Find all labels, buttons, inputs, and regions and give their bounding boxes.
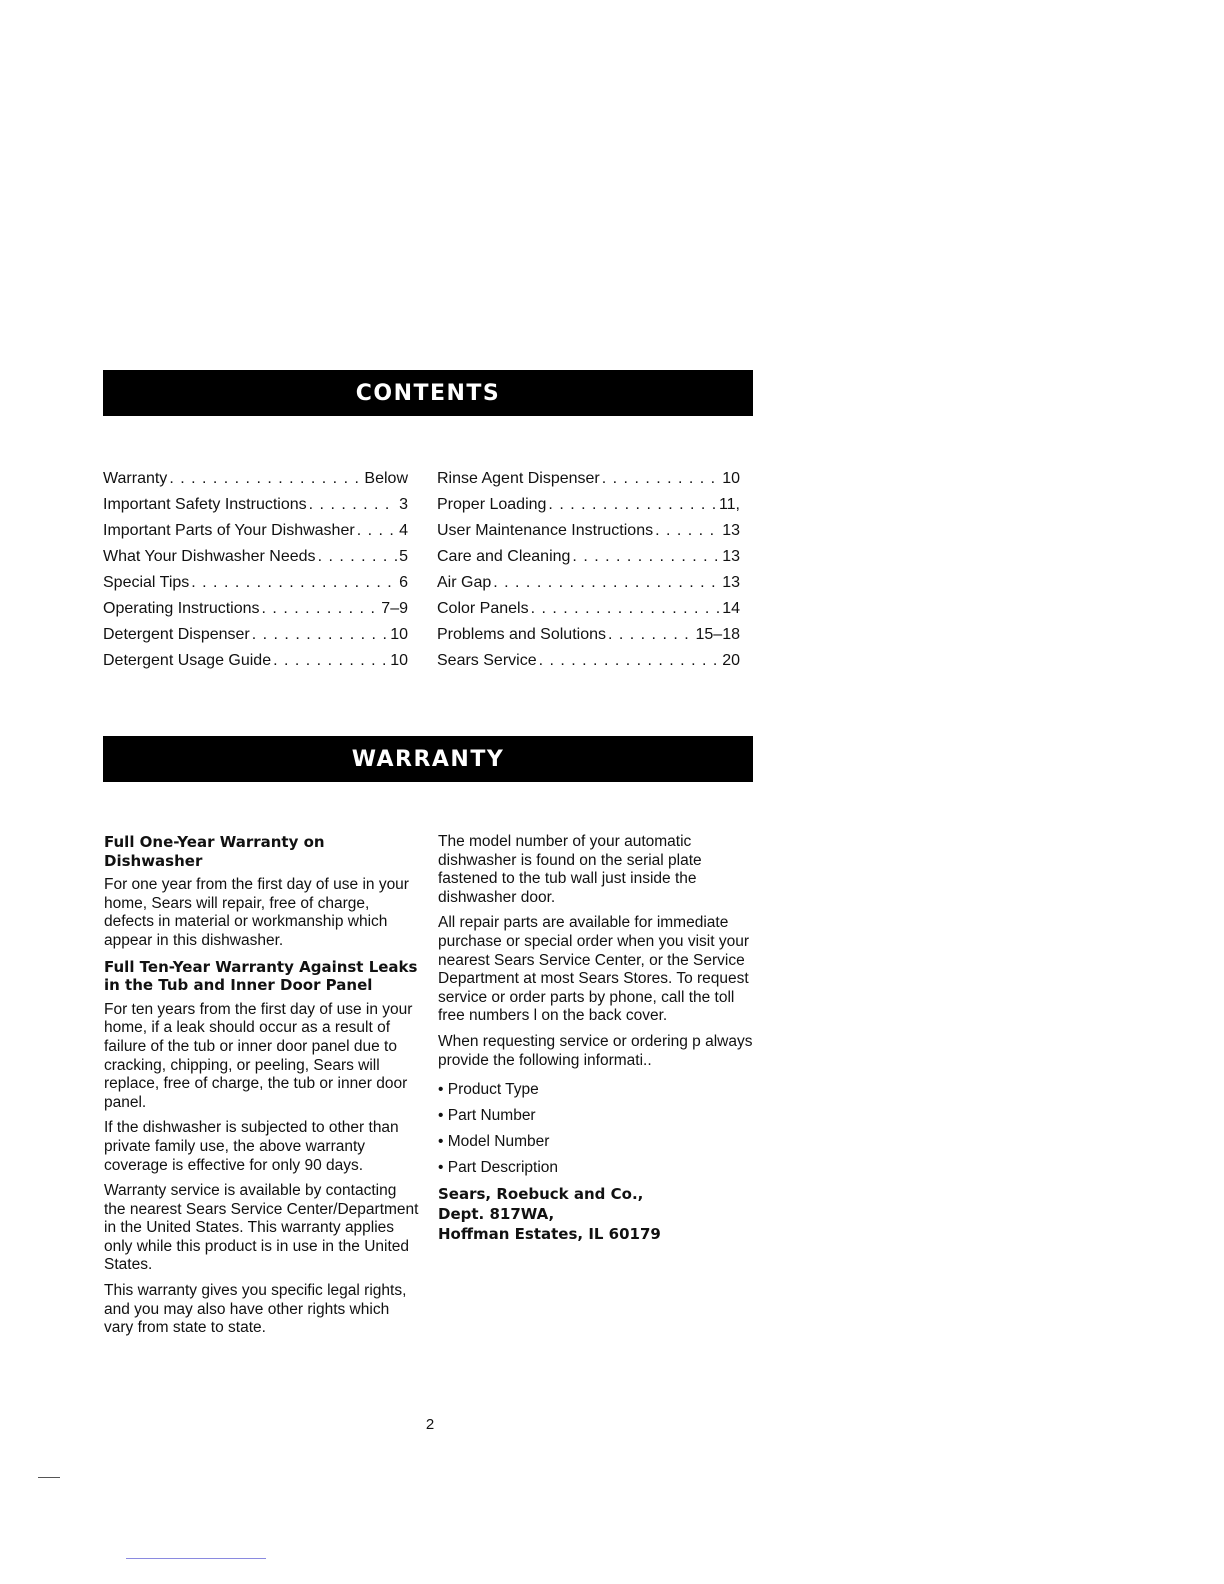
dot-leader	[539, 648, 721, 674]
toc-entry-care-and-cleaning[interactable]	[437, 544, 740, 570]
dot-leader	[608, 622, 694, 648]
toc-entry-page: 14	[722, 600, 740, 617]
dot-leader	[357, 518, 397, 544]
toc-entry-user-maintenance[interactable]	[437, 518, 740, 544]
toc-entry-detergent-usage-guide[interactable]	[103, 648, 408, 674]
toc-entry-dishwasher-needs[interactable]	[103, 544, 408, 570]
ordering-info-text: When requesting service or ordering p always provide the following informati..	[438, 1032, 753, 1069]
warranty-left-column	[104, 833, 422, 1345]
toc-entry-page: 10	[722, 470, 740, 487]
toc-entry-warranty[interactable]	[103, 466, 408, 492]
dot-leader	[572, 544, 720, 570]
toc-entry-detergent-dispenser[interactable]	[103, 622, 408, 648]
list-item: • Part Description	[438, 1155, 756, 1181]
toc-entry-page: 13	[722, 522, 740, 539]
toc-entry-label: What Your Dishwasher Needs	[103, 548, 316, 565]
warranty-header-bar	[103, 736, 753, 782]
toc-entry-label: User Maintenance Instructions	[437, 522, 654, 539]
dot-leader	[318, 544, 398, 570]
toc-entry-label: Sears Service	[437, 652, 537, 669]
address-line-company: Sears, Roebuck and Co.,	[438, 1185, 644, 1204]
contents-header-bar	[103, 370, 753, 416]
dot-leader	[493, 570, 720, 596]
required-info-list	[438, 1077, 756, 1181]
toc-entry-page: 11,	[718, 496, 740, 513]
address-line-city: Hoffman Estates, IL 60179	[438, 1225, 661, 1244]
dot-leader	[273, 648, 388, 674]
dot-leader	[191, 570, 397, 596]
toc-entry-label: Warranty	[103, 470, 168, 487]
warranty-right-column	[438, 833, 756, 1244]
toc-entry-problems-and-solutions[interactable]	[437, 622, 740, 648]
dot-leader	[262, 596, 380, 622]
one-year-warranty-text: For one year from the first day of use in your home, Sears will repair, free of charge, defects in material or workmanship which appear in this dishwasher.	[104, 876, 409, 949]
toc-right-column	[437, 466, 740, 674]
toc-entry-page: 4	[399, 522, 408, 539]
warranty-title: WARRANTY	[351, 746, 505, 772]
toc-entry-safety-instructions[interactable]	[103, 492, 408, 518]
toc-entry-important-parts[interactable]	[103, 518, 408, 544]
sears-address	[438, 1184, 756, 1244]
dot-leader	[602, 466, 720, 492]
toc-entry-page: 3	[399, 496, 408, 513]
address-line-dept: Dept. 817WA,	[438, 1205, 555, 1224]
list-item: • Part Number	[438, 1103, 756, 1129]
toc-entry-label: Operating Instructions	[103, 600, 260, 617]
toc-entry-label: Detergent Dispenser	[103, 626, 250, 643]
dot-leader	[309, 492, 397, 518]
dot-leader	[169, 466, 362, 492]
model-number-location-text: The model number of your automatic dishwasher is found on the serial plate fastened to the tub wall just inside the dishwasher door.	[438, 833, 702, 906]
toc-entry-page: 7–9	[381, 600, 408, 617]
private-use-notice: If the dishwasher is subjected to other than private family use, the above warranty coverage is effective for only 90 days.	[104, 1119, 399, 1174]
dot-leader	[252, 622, 388, 648]
toc-entry-sears-service[interactable]	[437, 648, 740, 674]
ten-year-warranty-heading: Full Ten-Year Warranty Against Leaks in the Tub and Inner Door Panel	[104, 957, 418, 995]
toc-entry-operating-instructions[interactable]	[103, 596, 408, 622]
toc-entry-label: Rinse Agent Dispenser	[437, 470, 600, 487]
dot-leader	[655, 518, 720, 544]
toc-entry-label: Proper Loading	[437, 496, 547, 513]
contents-title: CONTENTS	[355, 380, 501, 406]
toc-entry-rinse-agent-dispenser[interactable]	[437, 466, 740, 492]
toc-entry-label: Special Tips	[103, 574, 190, 591]
toc-entry-label: Important Safety Instructions	[103, 496, 307, 513]
toc-entry-page: Below	[364, 470, 408, 487]
toc-entry-page: 15–18	[695, 626, 740, 643]
page-number: 2	[425, 1416, 435, 1433]
toc-entry-special-tips[interactable]	[103, 570, 408, 596]
dot-leader	[531, 596, 721, 622]
toc-entry-label: Detergent Usage Guide	[103, 652, 272, 669]
toc-entry-label: Problems and Solutions	[437, 626, 606, 643]
toc-entry-label: Air Gap	[437, 574, 492, 591]
ten-year-warranty-text: For ten years from the first day of use in your home, if a leak should occur as a result of failure of the tub or inner door panel due to cracking, chipping, or peeling, Sears will replace, free of charge, the tub or inner door panel.	[104, 1000, 413, 1111]
scan-mark	[38, 1477, 60, 1478]
toc-entry-page: 10	[390, 652, 408, 669]
toc-entry-page: 6	[399, 574, 408, 591]
toc-entry-color-panels[interactable]	[437, 596, 740, 622]
one-year-warranty-heading: Full One-Year Warranty on Dishwasher	[104, 833, 325, 870]
toc-entry-page: 20	[722, 652, 740, 669]
toc-entry-label: Color Panels	[437, 600, 529, 617]
toc-entry-label: Important Parts of Your Dishwasher	[103, 522, 355, 539]
toc-entry-page: 10	[390, 626, 408, 643]
list-item: • Model Number	[438, 1129, 756, 1155]
toc-entry-air-gap[interactable]	[437, 570, 740, 596]
toc-entry-page: 5	[399, 548, 408, 565]
toc-entry-proper-loading[interactable]	[437, 492, 740, 518]
toc-entry-label: Care and Cleaning	[437, 548, 571, 565]
toc-left-column	[103, 466, 408, 674]
toc-entry-page: 13	[722, 574, 740, 591]
toc-entry-page: 13	[722, 548, 740, 565]
repair-parts-text: All repair parts are available for immediate purchase or special order when you visit your nearest Sears Service Center, or the Service Department at most Sears Stores. To request service or order parts by phone, call the toll free numbers l on the back cover.	[438, 914, 750, 1025]
warranty-service-text: Warranty service is available by contacting the nearest Sears Service Center/Department in the United States. This warranty applies only while this product is in use in the United States.	[104, 1182, 419, 1274]
list-item: • Product Type	[438, 1077, 756, 1103]
dot-leader	[548, 492, 717, 518]
scan-underline-mark	[126, 1558, 266, 1559]
legal-rights-text: This warranty gives you specific legal rights, and you may also have other rights which vary from state to state.	[104, 1282, 407, 1337]
